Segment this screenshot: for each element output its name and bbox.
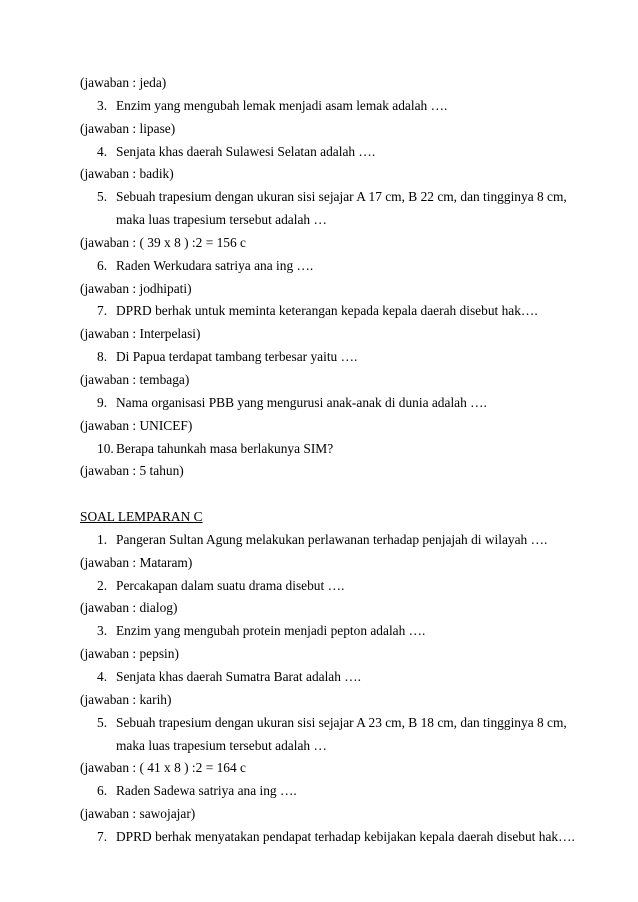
question-text: Enzim yang mengubah protein menjadi pepton adalah …. bbox=[116, 623, 426, 638]
question-number: 8. bbox=[97, 349, 108, 364]
answer-line: (jawaban : lipase) bbox=[80, 121, 176, 136]
question-text: Nama organisasi PBB yang mengurusi anak-anak di dunia adalah …. bbox=[116, 395, 487, 410]
question-text: Raden Werkudara satriya ana ing …. bbox=[116, 258, 314, 273]
question-number: 2. bbox=[97, 578, 108, 593]
question-text: Berapa tahunkah masa berlakunya SIM? bbox=[116, 441, 334, 456]
question-text: DPRD berhak menyatakan pendapat terhadap kebijakan kepala daerah disebut hak…. bbox=[116, 829, 575, 844]
answer-line: (jawaban : jodhipati) bbox=[80, 281, 192, 296]
question-number: 3. bbox=[97, 623, 108, 638]
question-number: 6. bbox=[97, 783, 108, 798]
answer-line: (jawaban : dialog) bbox=[80, 600, 178, 615]
question-number: 5. bbox=[97, 715, 108, 730]
answer-line: (jawaban : karih) bbox=[80, 692, 172, 707]
question-text: Di Papua terdapat tambang terbesar yaitu …. bbox=[116, 349, 358, 364]
question-text-continued: maka luas trapesium tersebut adalah … bbox=[116, 738, 327, 753]
question-number: 4. bbox=[97, 144, 108, 159]
question-number: 3. bbox=[97, 98, 108, 113]
question-text: DPRD berhak untuk meminta keterangan kepada kepala daerah disebut hak…. bbox=[116, 303, 538, 318]
question-text-continued: maka luas trapesium tersebut adalah … bbox=[116, 212, 327, 227]
answer-line: (jawaban : ( 41 x 8 ) :2 = 164 c bbox=[80, 760, 246, 775]
question-text: Percakapan dalam suatu drama disebut …. bbox=[116, 578, 345, 593]
question-text: Enzim yang mengubah lemak menjadi asam lemak adalah …. bbox=[116, 98, 448, 113]
answer-line: (jawaban : pepsin) bbox=[80, 646, 179, 661]
question-number: 7. bbox=[97, 303, 108, 318]
question-number: 7. bbox=[97, 829, 108, 844]
section-heading: SOAL LEMPARAN C bbox=[80, 509, 203, 524]
answer-line: (jawaban : ( 39 x 8 ) :2 = 156 c bbox=[80, 235, 246, 250]
answer-line: (jawaban : UNICEF) bbox=[80, 418, 193, 433]
answer-line: (jawaban : Interpelasi) bbox=[80, 326, 201, 341]
question-number: 5. bbox=[97, 189, 108, 204]
answer-line: (jawaban : jeda) bbox=[80, 75, 167, 90]
answer-line: (jawaban : 5 tahun) bbox=[80, 463, 184, 478]
question-text: Raden Sadewa satriya ana ing …. bbox=[116, 783, 297, 798]
question-text: Sebuah trapesium dengan ukuran sisi sejajar A 17 cm, B 22 cm, dan tingginya 8 cm, bbox=[116, 189, 567, 204]
question-text: Senjata khas daerah Sumatra Barat adalah …. bbox=[116, 669, 362, 684]
answer-line: (jawaban : tembaga) bbox=[80, 372, 190, 387]
answer-line: (jawaban : badik) bbox=[80, 166, 174, 181]
question-number: 9. bbox=[97, 395, 108, 410]
question-number: 4. bbox=[97, 669, 108, 684]
question-text: Pangeran Sultan Agung melakukan perlawanan terhadap penjajah di wilayah …. bbox=[116, 532, 548, 547]
question-number: 10. bbox=[97, 441, 114, 456]
question-number: 6. bbox=[97, 258, 108, 273]
answer-line: (jawaban : sawojajar) bbox=[80, 806, 196, 821]
question-text: Senjata khas daerah Sulawesi Selatan adalah …. bbox=[116, 144, 376, 159]
question-text: Sebuah trapesium dengan ukuran sisi sejajar A 23 cm, B 18 cm, dan tingginya 8 cm, bbox=[116, 715, 567, 730]
answer-line: (jawaban : Mataram) bbox=[80, 555, 193, 570]
question-number: 1. bbox=[97, 532, 108, 547]
